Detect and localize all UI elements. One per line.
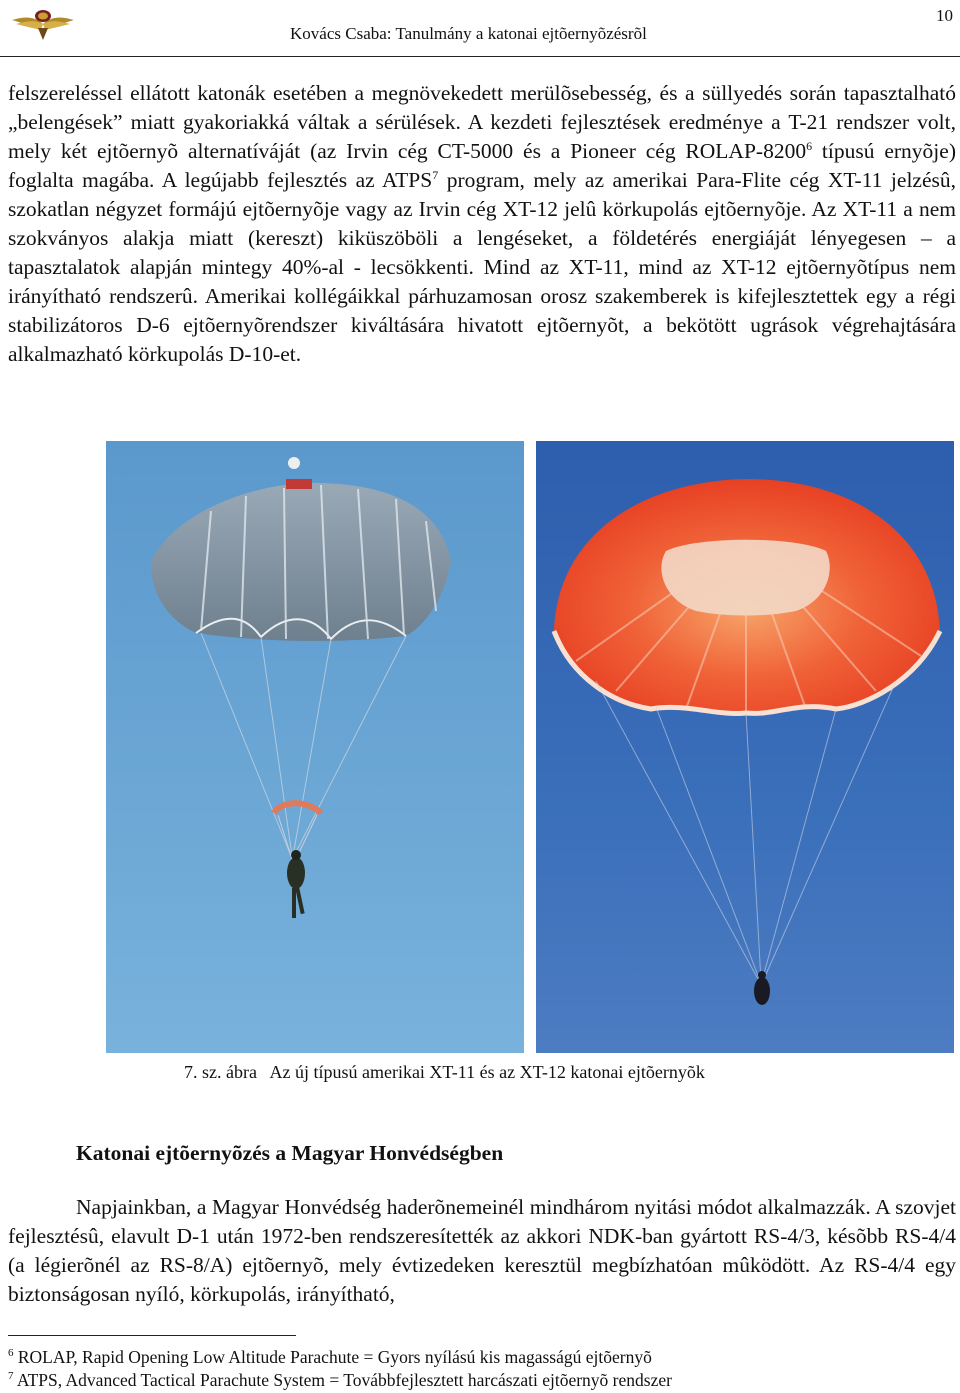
running-header-title: Kovács Csaba: Tanulmány a katonai ejtõernyõzésrõl bbox=[290, 24, 647, 43]
figure-caption: 7. sz. ábra Az új típusú amerikai XT-11 és az XT-12 katonai ejtõernyõk bbox=[184, 1062, 705, 1082]
body-paragraph-1 bbox=[8, 79, 956, 369]
figure-parachutes bbox=[106, 441, 954, 1053]
footnote-ref-6: 6 bbox=[806, 138, 813, 153]
paragraph-text: típusú ernyõje) foglalta magába. A legújabb fejlesztés az ATPS bbox=[8, 139, 956, 192]
footnote-number: 6 bbox=[8, 1347, 14, 1360]
footnote-divider bbox=[8, 1335, 296, 1336]
body-paragraph-2: Napjainkban, a Magyar Honvédség haderõnemeinél mindhárom nyitási módot alkalmazzák. A szovjet fejlesztésû, elavult D-1 után 1972-ben rendszeresítették az akkori NDK-ban gyártott RS-4/3, késõbb RS-4/4 (a légierõnél az RS-8/A) ejtõernyõ, mely évtizedeken keresztül megbízhatóan mûködött. Az RS-4/4 egy biztonságosan nyíló, körkupolás, irányítható, bbox=[8, 1195, 956, 1306]
page-number: 10 bbox=[936, 6, 953, 25]
xt12-parachute-photo bbox=[536, 441, 954, 1053]
footnote-ref-7: 7 bbox=[432, 167, 439, 182]
page-header bbox=[0, 0, 960, 60]
footnote-number: 7 bbox=[8, 1370, 14, 1383]
section-heading: Katonai ejtõernyõzés a Magyar Honvédségben bbox=[76, 1141, 504, 1165]
xt11-parachute-photo bbox=[106, 441, 524, 1053]
paragraph-text: program, mely az amerikai Para-Flite cég XT-11 jelzésû, szokatlan négyzet formájú ejtõernyõje vagy az Irvin cég XT-12 jelû körkupolás ejtõernyõje. Az XT-11 a nem szokványos alakja miatt (kereszt) kiküszöböli a lengéseket, a földetérés energiáját lényegesen – a tapasztalatok alapján mintegy 40%-al - lecsökkenti. Mind az XT-11, mind az XT-12 ejtõernyõtípus nem irányítható rendszerû. Amerikai kollégáikkal párhuzamosan orosz szakemberek is kifejlesztettek egy a régi stabilizátoros D-6 ejtõernyõrendszer kiváltására hivatott ejtõernyõt, a bekötött ugrások végrehajtására alkalmazható körkupolás D-10-et. bbox=[8, 168, 956, 366]
header-rule bbox=[0, 56, 960, 57]
footnote-text: ROLAP, Rapid Opening Low Altitude Parachute = Gyors nyílású kis magasságú ejtõernyõ bbox=[13, 1347, 652, 1367]
footnote-text: ATPS, Advanced Tactical Parachute System = Továbbfejlesztett harcászati ejtõernyõ rendszer bbox=[13, 1370, 672, 1390]
footnote-7 bbox=[8, 1370, 672, 1391]
paragraph-text: felszereléssel ellátott katonák esetében a megnövekedett merülõsebesség, és a süllyedés során tapasztalható „belengések” miatt gyakoriakká váltak a sérülések. A kezdeti fejlesztések eredménye a T-21 rendszer volt, mely két ejtõernyõ alternatíváját (az Irvin cég CT-5000 és a Pioneer cég ROLAP-8200 bbox=[8, 81, 956, 163]
paratrooper-wings-logo-icon bbox=[10, 4, 76, 44]
footnote-6 bbox=[8, 1347, 652, 1368]
